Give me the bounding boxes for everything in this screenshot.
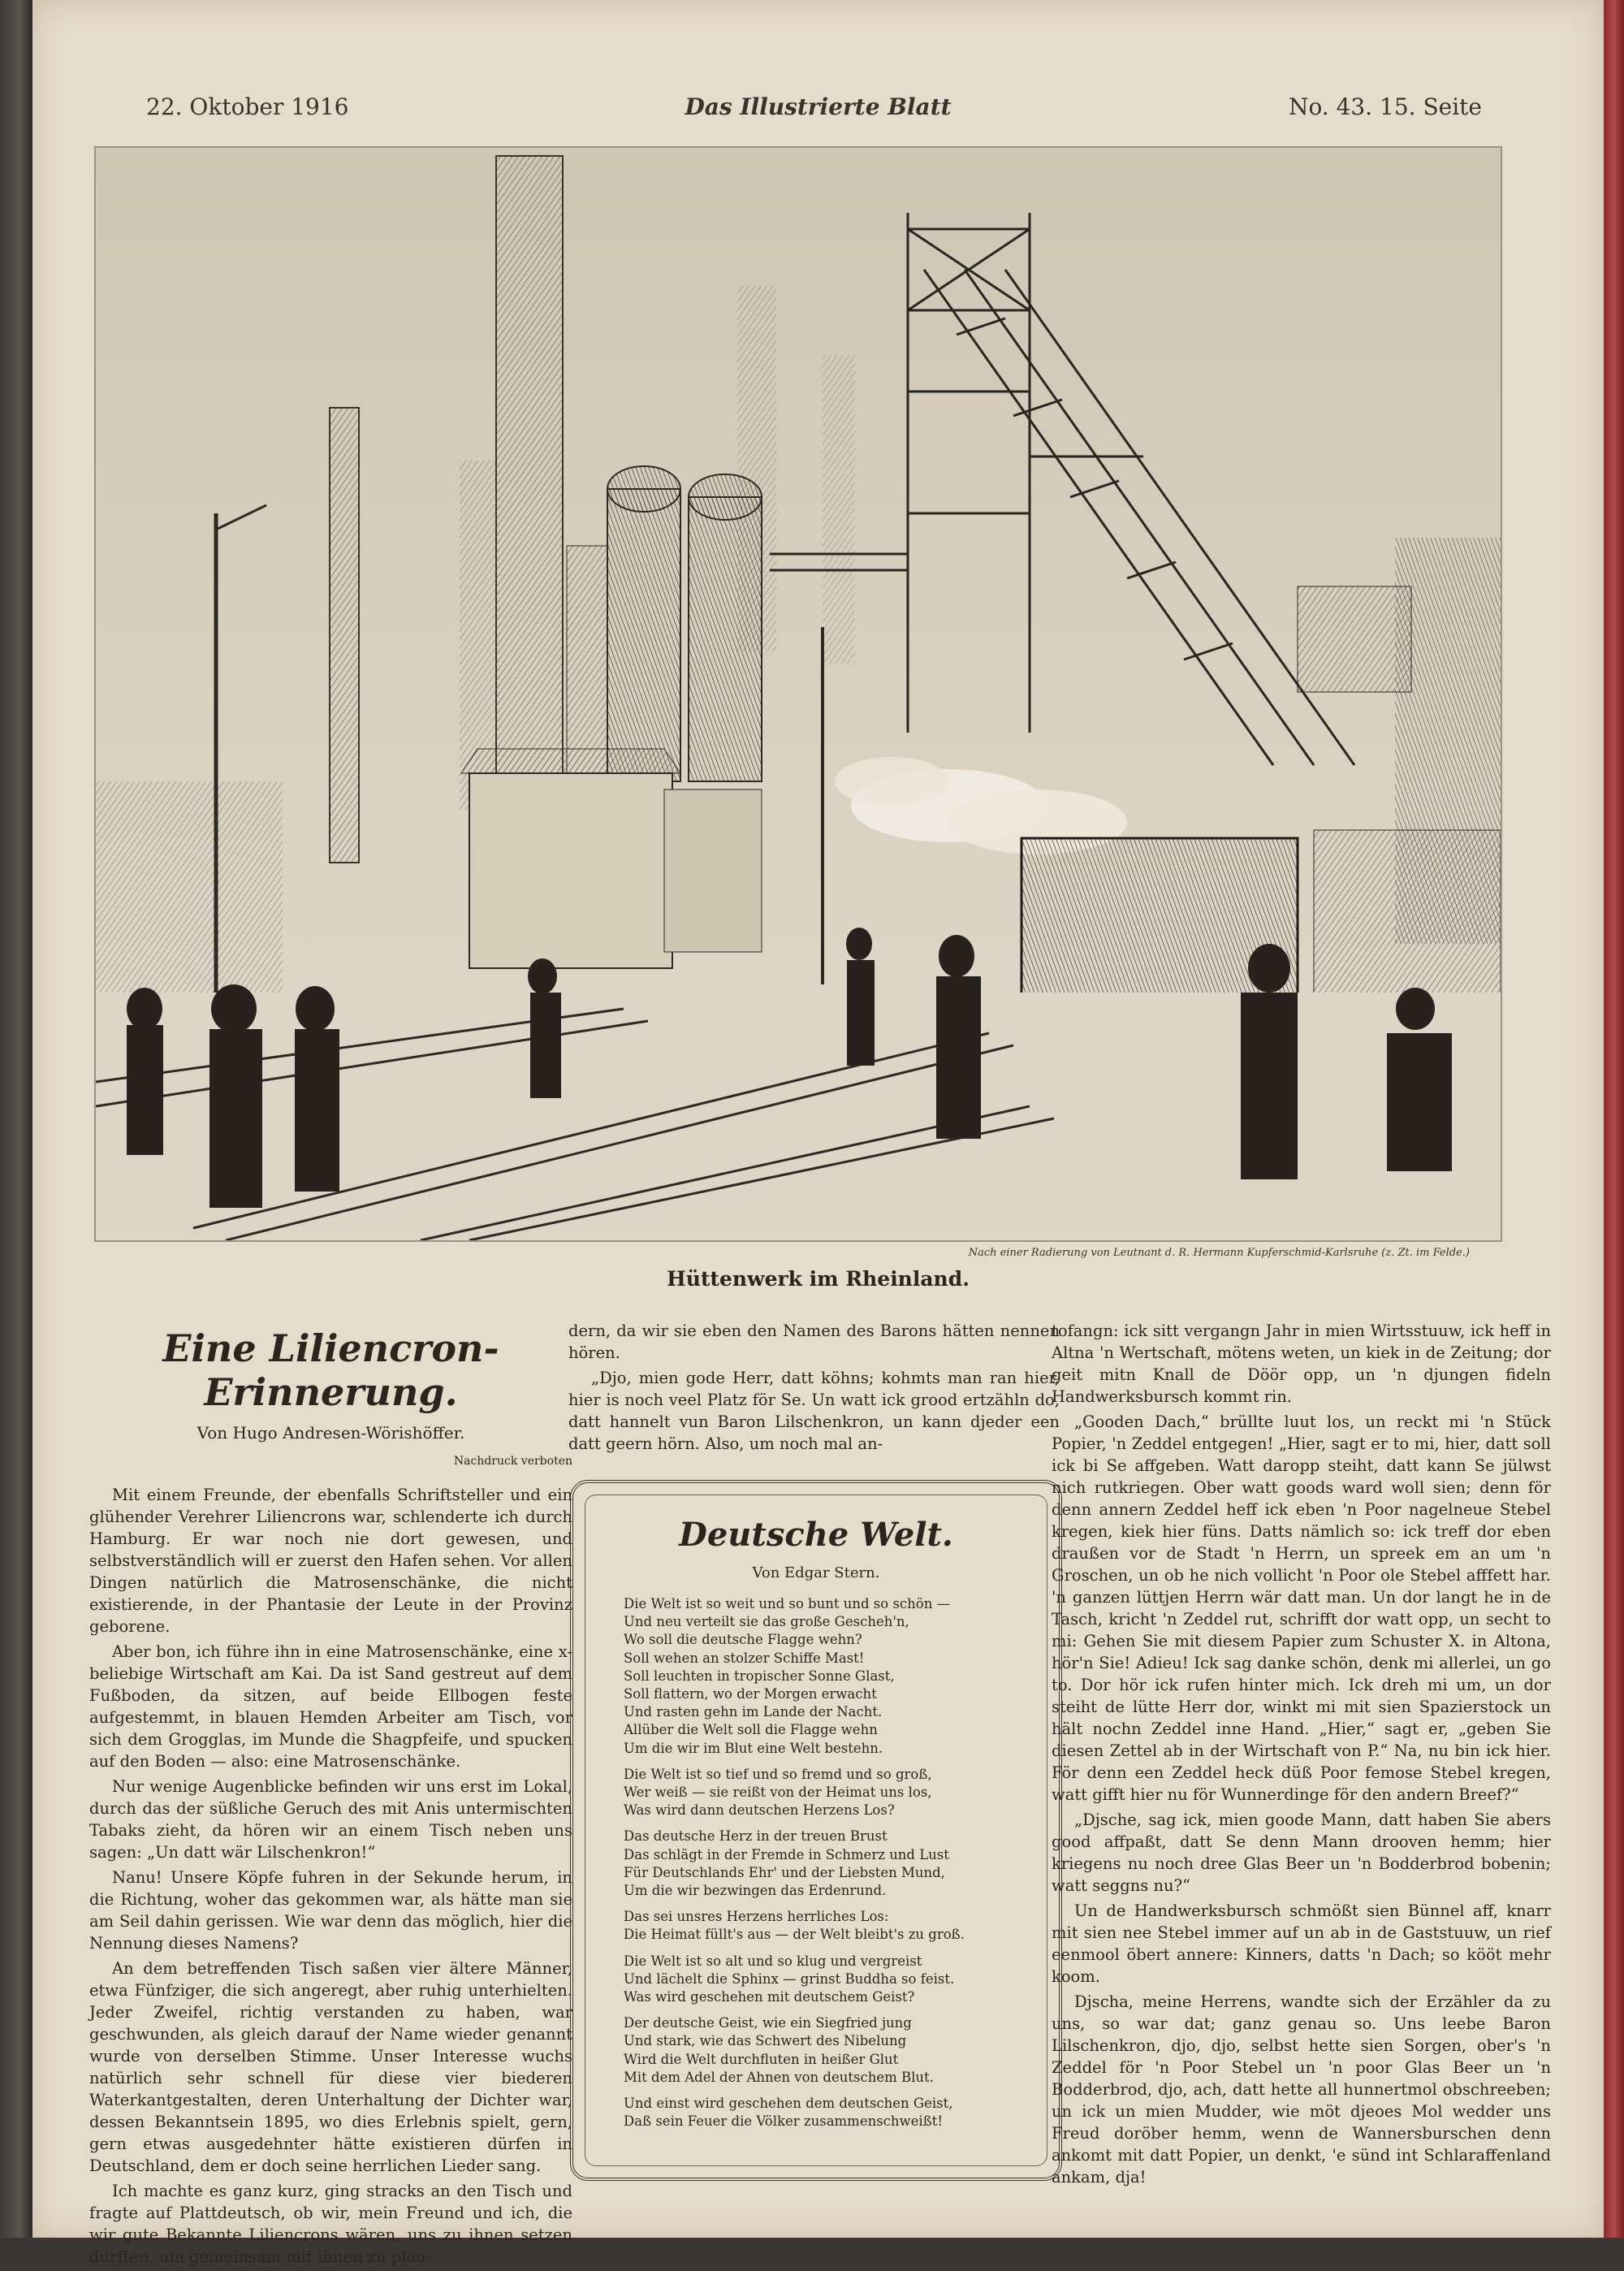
paragraph: dern, da wir sie eben den Namen des Barons hätten nennen hören. (568, 1322, 1060, 1362)
book-binding-left (0, 0, 32, 2238)
paragraph: An dem betreffenden Tisch saßen vier ältere Männer, etwa Fünfziger, die sich angeregt, aber ruhig unterhielten. Jeder Zweifel, richtig verstanden zu haben, war geschwunden, als gleich darauf der Name wieder genannt wurde von derselben Stimme. Unser Interesse wuchs natürlich sehr schnell für diese vier biederen Waterkantgestalten, deren Unterhaltung der Dichter war, dessen Bekanntsein 1895, wo dies Erlebnis spielt, gern, gern etwas ausgedehnter hätte existieren dürfen in Deutschland, dem er doch seine herrlichen Lieder sang. (89, 1959, 572, 2175)
poem-line: Die Welt ist so tief und so fremd und so groß, (624, 1766, 932, 1782)
poem-line: Wer weiß — sie reißt von der Heimat uns los, (624, 1784, 932, 1801)
poem-line: Für Deutschlands Ehr' und der Liebsten Mund, (624, 1864, 945, 1880)
etching-illustration (94, 146, 1502, 1242)
poem-text (624, 1595, 1030, 2139)
poem-stanza (624, 1953, 1030, 2007)
paragraph: Mit einem Freunde, der ebenfalls Schriftsteller und ein glühender Verehrer Liliencrons war, schlenderte ich durch Hamburg. Er war noch nie dort gewesen, und selbstverständlich will er zuerst den Hafen sehen. Vor allen Dingen natürlich die Matrosenschänke, die nicht existierende, in der Phantasie der Leute in der Provinz geborene. (89, 1486, 572, 1636)
poem-line: Wo soll die deutsche Flagge wehn? (624, 1632, 862, 1648)
article-title: Eine Liliencron-Erinnerung. (162, 1326, 499, 1414)
poem-byline: Von Edgar Stern. (752, 1564, 880, 1581)
poem-line: Die Welt ist so weit und so bunt und so schön — (624, 1596, 951, 1611)
header-issue: No. 43. 15. Seite (1288, 93, 1482, 120)
paragraph: Djscha, meine Herrens, wandte sich der Erzähler da zu uns, so war dat; ganz genau so. Uns leebe Baron Lilschenkron, djo, djo, selbst hette sien Sorgen, ober's 'n Zeddel för 'n Poor Stebel un 'n poor Glas Beer un 'n Bodderbrod, djo, ach, datt hette all hunnertmol obschreeben; un ick un mien Mudder, wie möt djeoes Mol wedder uns Freud doröber hemm, wenn de Wannersburschen denn ankomt mit datt Popier, un denkt, 'e sünd int Schlaraffenland ankam, dja! (1052, 1992, 1551, 2187)
paragraph: tofangn: ick sitt vergangn Jahr in mien Wirtsstuuw, ick heff in Altna 'n Wertschaft, mötens weten, un kiek in de Zeitung; dor geit mitn Knall de Döör opp, un 'n djungen fideln Handwerksbursch kommt rin. (1052, 1322, 1551, 1406)
paragraph: Un de Handwerksbursch schmößt sien Bünnel aff, knarr mit sien nee Stebel immer auf un ab in de Gaststuuw, un rief eenmool öbert annere: Kinners, datts 'n Dach; so kööt mehr koom. (1052, 1901, 1551, 1986)
article-byline: Von Hugo Andresen-Wörishöffer. (197, 1423, 465, 1443)
poem-line: Die Welt ist so alt und so klug und vergreist (624, 1953, 922, 1969)
book-cover-edge (1604, 0, 1624, 2238)
poem-line: Daß sein Feuer die Völker zusammenschweißt! (624, 2113, 943, 2130)
page-header (32, 93, 1604, 126)
paragraph: Nur wenige Augenblicke befinden wir uns erst im Lokal, durch das der süßliche Geruch des mit Anis untermischten Tabaks zieht, da hören wir an einem Tisch neben uns sagen: „Un datt wär Lilschenkron!“ (89, 1777, 572, 1862)
poem-line: Soll flattern, wo der Morgen erwacht (624, 1686, 877, 1702)
article-column-1 (89, 1320, 572, 2271)
poem-stanza (624, 1828, 1030, 1900)
poem-line: Wird die Welt durchfluten in heißer Glut (624, 2051, 899, 2067)
poem-line: Soll wehen an stolzer Schiffe Mast! (624, 1650, 865, 1666)
poem-stanza (624, 1908, 1030, 1944)
poem-line: Und einst wird geschehen dem deutschen Geist, (624, 2096, 953, 2112)
poem-line: Die Heimat füllt's aus — der Welt bleibt's zu groß. (624, 1927, 965, 1943)
poem-line: Um die wir im Blut eine Welt bestehn. (624, 1740, 883, 1756)
image-caption: Hüttenwerk im Rheinland. (667, 1267, 970, 1291)
poem-line: Was wird dann deutschen Herzens Los? (624, 1802, 895, 1819)
poem-line: Das deutsche Herz in der treuen Brust (624, 1828, 888, 1845)
paragraph: „Djo, mien gode Herr, datt köhns; kohmts man ran hier, hier is noch veel Platz för Se. Un watt ick grood ertzähln do, datt hannelt vun Baron Lilschenkron, un kann djeder een datt geern hörn. Also, um noch mal an- (568, 1369, 1060, 1453)
article-column-2 (568, 1320, 1060, 1458)
poem-line: Was wird geschehen mit deutschem Geist? (624, 1989, 915, 2005)
poem-stanza (624, 1595, 1030, 1758)
paragraph: Nanu! Unsere Köpfe fuhren in der Sekunde herum, in die Richtung, woher das gekommen war, als hätte man sie am Seil dahin gerissen. Wie war denn das möglich, hier die Nennung dieses Namens? (89, 1868, 572, 1953)
paragraph: Ich machte es ganz kurz, ging stracks an den Tisch und fragte auf Plattdeutsch, ob wir, mein Freund und ich, die wir gute Bekannte Liliencrons wären, uns zu ihnen setzen dürften, um gemeinsam mit ihnen zu plau- (89, 2182, 572, 2266)
header-date: 22. Oktober 1916 (146, 93, 349, 120)
poem-line: Soll leuchten in tropischer Sonne Glast, (624, 1668, 895, 1684)
ironworks-etching-image (96, 148, 1501, 1240)
poem-line: Und rasten gehn im Lande der Nacht. (624, 1704, 883, 1720)
paragraph: „Gooden Dach,“ brüllte luut los, un reckt mi 'n Stück Popier, 'n Zeddel entgegen! „Hier, sagt er to mi, hier, datt soll ick bi Se affgeben. Watt daropp steiht, datt kann Se jülwst nich rutkriegen. Ober watt goods ward woll sien; denn för denn annern Zeddel heff ick eben 'n Poor nagelneue Stebel kregen, kiek hier füns. Datts nämlich so: ick treff dor eben draußen vor de Stadt 'n Herrn, un spreek em an um 'n Groschen, un ob he nich vollicht 'n Poor ole Stebel afffett har. 'n ganzen lüttjen Herrn wär datt man. Un dor langt he in de Tasch, kricht 'n Zeddel rut, schrifft dor watt opp, un secht to mi: Gehen Sie mit diesem Papier zum Schuster X. in Altona, hör'n Sie! Adieu! Ick sag danke schön, denk mi allerlei, un go to. Dor hör ick rufen hinter mich. Ick dreh mi um, un dor steiht de lütte Herr dor, winkt mi mit sien Spazierstock un hält nochn Zeddel inne Hand. „Hier,“ sagt er, „geben Sie diesen Zettel ab in der Wirtschaft von P.“ Na, nu bin ick hier. För denn een Zeddel heck düß Poor femose Stebel kregen, watt gifft hier nu för Wunnerdinge för den andern Breef?“ (1052, 1412, 1551, 1804)
poem-line: Das schlägt in der Fremde in Schmerz und Lust (624, 1846, 949, 1862)
poem-line: Und stark, wie das Schwert des Nibelung (624, 2033, 907, 2049)
poem-line: Der deutsche Geist, wie ein Siegfried jung (624, 2015, 912, 2031)
poem-stanza (624, 1766, 1030, 1820)
poem-line: Allüber die Welt soll die Flagge wehn (624, 1722, 878, 1738)
poem-stanza (624, 2014, 1030, 2087)
poem-title: Deutsche Welt. (679, 1516, 953, 1554)
poem-line: Das sei unsres Herzens herrliches Los: (624, 1909, 889, 1925)
reprint-notice: Nachdruck verboten (453, 1455, 572, 1468)
paragraph: Aber bon, ich führe ihn in eine Matrosenschänke, eine x-beliebige Wirtschaft am Kai. Da ist Sand gestreut auf dem Fußboden, da sitzen, auf beide Ellbogen feste aufgestemmt, in blauen Hemden Arbeiter am Tisch, vor sich dem Grogglas, im Munde die Shagpfeife, und spucken auf den Boden — also: eine Matrosenschänke. (89, 1642, 572, 1771)
poem-line: Mit dem Adel der Ahnen von deutschem Blut. (624, 2069, 934, 2085)
poem-line: Und lächelt die Sphinx — grinst Buddha so feist. (624, 1970, 955, 1987)
article-column-3 (1052, 1320, 1551, 2191)
poem-stanza (624, 2095, 1030, 2130)
newspaper-page (32, 0, 1604, 2266)
poem-line: Um die wir bezwingen das Erdenrund. (624, 1883, 887, 1899)
paragraph: „Djsche, sag ick, mien goode Mann, datt haben Sie abers good affpaßt, datt Se denn Mann drooven hemm; hier kriegens nu noch dree Glas Beer un 'n Bodderbrod bobenin; watt seggns nu?“ (1052, 1810, 1551, 1895)
image-credit: Nach einer Radierung von Leutnant d. R. Hermann Kupferschmid-Karlsruhe (z. Zt. im Felde.) (968, 1247, 1470, 1259)
header-title: Das Illustrierte Blatt (685, 93, 952, 120)
poem-line: Und neu verteilt sie das große Gescheh'n, (624, 1614, 909, 1630)
poem-box (570, 1480, 1062, 2181)
